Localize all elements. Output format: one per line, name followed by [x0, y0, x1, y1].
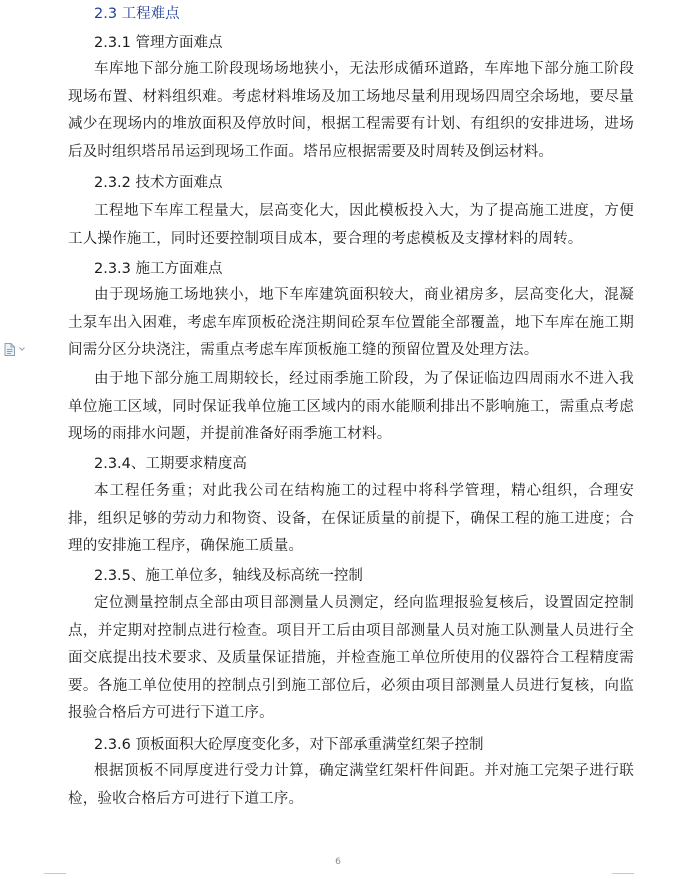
subsection-heading-2-3-5: 2.3.5、施工单位多，轴线及标高统一控制	[94, 568, 363, 584]
chevron-down-icon	[19, 347, 25, 351]
subsection-heading-2-3-6: 2.3.6 顶板面积大砼厚度变化多，对下部承重满堂红架子控制	[94, 737, 484, 753]
paragraph-2-3-4: 本工程任务重；对此我公司在结构施工的过程中将科学管理，精心组织，合理安排，组织足够的劳动力和物资、设备，在保证质量的前提下，确保工程的施工进度；合理的安排施工程序，确保施工质量。	[68, 483, 634, 554]
document-icon	[4, 343, 15, 356]
paragraph-2-3-3-b: 由于地下部分施工周期较长，经过雨季施工阶段，为了保证临边四周雨水不进入我单位施工区域，同时保证我单位施工区域内的雨水能顺利排出不影响施工，需重点考虑现场的雨排水问题，并提前准备好雨季施工材料。	[68, 371, 634, 442]
subsection-heading-2-3-2: 2.3.2 技术方面难点	[94, 175, 223, 191]
subsection-heading-2-3-1: 2.3.1 管理方面难点	[94, 35, 223, 51]
section-title: 2.3 工程难点	[94, 6, 180, 22]
subsection-heading-2-3-4: 2.3.4、工期要求精度高	[94, 456, 247, 472]
paragraph-2-3-5: 定位测量控制点全部由项目部测量人员测定，经向监理报验复核后，设置固定控制点，并定期对控制点进行检查。项目开工后由项目部测量人员对施工队测量人员进行全面交底提出技术要求、及质量保证措施，并检查施工单位所使用的仪器符合工程精度需要。各施工单位使用的控制点引到施工部位后，必须由项目部测量人员进行复核，向监报验合格后方可进行下道工序。	[68, 595, 634, 721]
paragraph-2-3-2: 工程地下车库工程量大，层高变化大，因此模板投入大，为了提高施工进度，方便工人操作施工，同时还要控制项目成本，要合理的考虑模板及支撑材料的周转。	[68, 203, 634, 247]
page-number: 6	[335, 857, 341, 867]
paragraph-2-3-1: 车库地下部分施工阶段现场场地狭小，无法形成循环道路，车库地下部分施工阶段现场布置、材料组织难。考虑材料堆场及加工场地尽量利用现场四周空余场地，要尽量减少在现场内的堆放面积及停放时间，根据工程需要有计划、有组织的安排进场，进场后及时组织塔吊吊运到现场工作面。塔吊应根据需要及时周转及倒运材料。	[68, 61, 634, 160]
paragraph-2-3-3-a: 由于现场施工场地狭小，地下车库建筑面积较大，商业裙房多，层高变化大，混凝土泵车出入困难，考虑车库顶板砼浇注期间砼泵车位置能全部覆盖，地下车库在施工期间需分区分块浇注，需重点考虑车库顶板施工缝的预留位置及处理方法。	[68, 287, 634, 358]
subsection-heading-2-3-3: 2.3.3 施工方面难点	[94, 261, 223, 277]
paragraph-2-3-6: 根据顶板不同厚度进行受力计算，确定满堂红架杆件间距。并对施工完架子进行联检，验收合格后方可进行下道工序。	[68, 763, 634, 807]
paragraph-options-button[interactable]	[4, 341, 34, 357]
